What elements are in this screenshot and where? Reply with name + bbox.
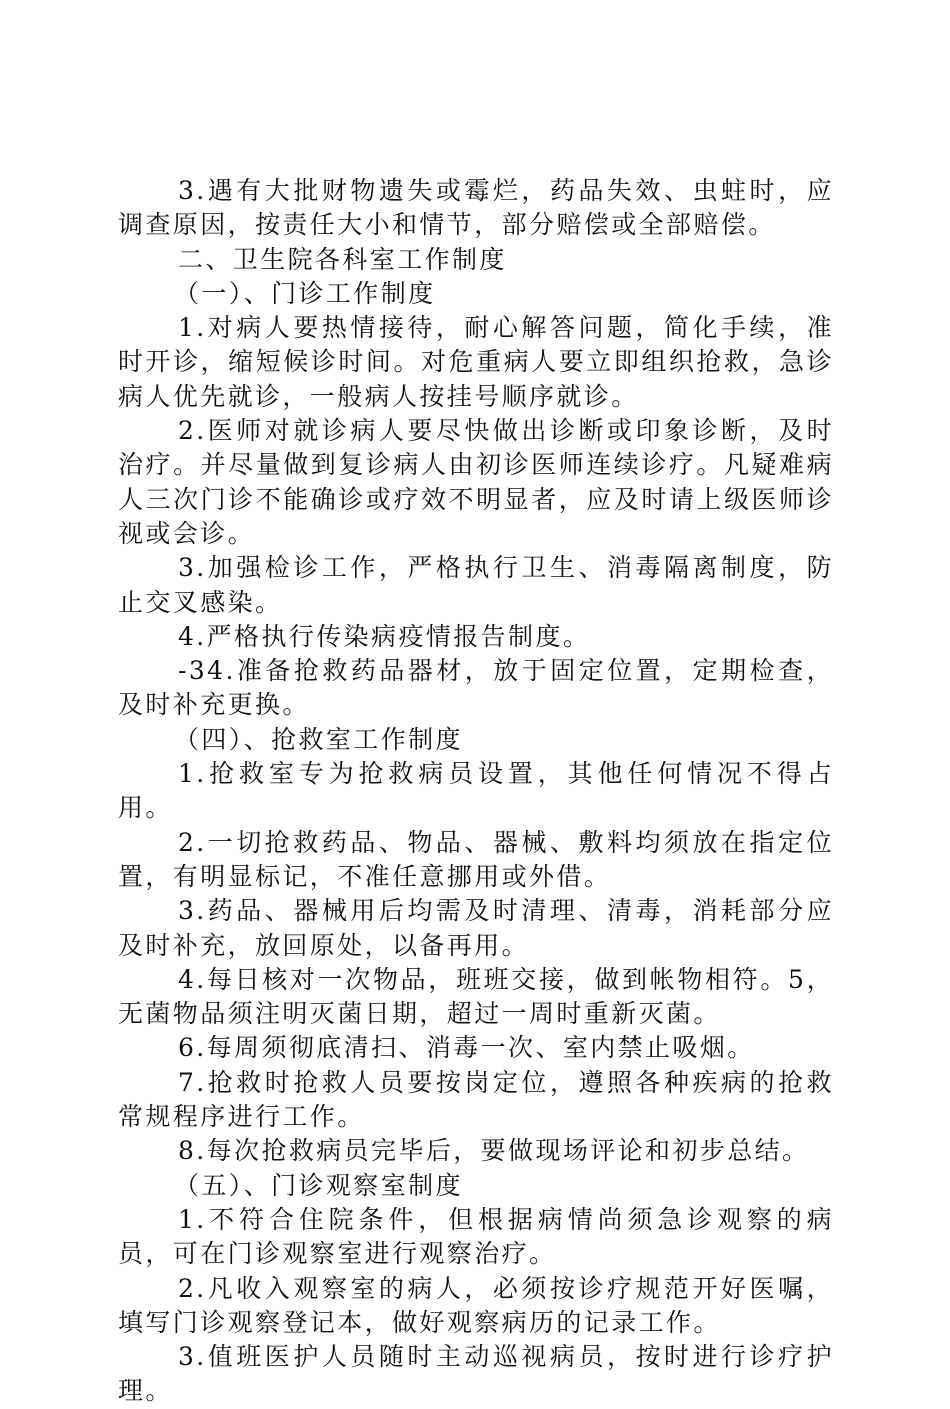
paragraph: 3.加强检诊工作，严格执行卫生、消毒隔离制度，防止交叉感染。 <box>118 553 834 617</box>
paragraph: -34.准备抢救药品器材，放于固定位置，定期检查，及时补充更换。 <box>118 656 834 720</box>
paragraph: 1.抢救室专为抢救病员设置，其他任何情况不得占用。 <box>118 759 834 823</box>
subsection-heading: （五）、门诊观察室制度 <box>174 1170 463 1200</box>
paragraph: 2.一切抢救药品、物品、器械、敷料均须放在指定位置，有明显标记，不准任意挪用或外借。 <box>118 827 834 891</box>
paragraph: 3.遇有大批财物遗失或霉烂，药品失效、虫蛀时，应调查原因，按责任大小和情节，部分赔偿或全部赔偿。 <box>118 176 834 240</box>
paragraph: 4.每日核对一次物品，班班交接，做到帐物相符。5，无菌物品须注明灭菌日期，超过一周时重新灭菌。 <box>118 964 834 1029</box>
subsection-heading: （四）、抢救室工作制度 <box>174 724 463 754</box>
paragraph: 7.抢救时抢救人员要按岗定位，遵照各种疾病的抢救常规程序进行工作。 <box>118 1067 834 1132</box>
paragraph: 4.严格执行传染病疫情报告制度。 <box>178 621 591 651</box>
section-heading: 二、卫生院各科室工作制度 <box>178 244 507 274</box>
paragraph: 2.医师对就诊病人要尽快做出诊断或印象诊断，及时治疗。并尽量做到复诊病人由初诊医师连续诊疗。凡疑难病人三次门诊不能确诊或疗效不明显者，应及时请上级医师诊视或会诊。 <box>118 416 834 548</box>
paragraph: 2.凡收入观察室的病人，必须按诊疗规范开好医嘱，填写门诊观察登记本，做好观察病历的记录工作。 <box>118 1273 834 1337</box>
subsection-heading: （一）、门诊工作制度 <box>174 278 436 308</box>
document-body <box>118 174 834 1409</box>
paragraph: 8.每次抢救病员完毕后，要做现场评论和初步总结。 <box>178 1136 810 1166</box>
paragraph: 3.药品、器械用后均需及时清理、清毒，消耗部分应及时补充，放回原处，以备再用。 <box>118 896 834 960</box>
paragraph: 1.不符合住院条件，但根据病情尚须急诊观察的病员，可在门诊观察室进行观察治疗。 <box>118 1204 834 1269</box>
paragraph: 6.每周须彻底清扫、消毒一次、室内禁止吸烟。 <box>178 1033 755 1063</box>
paragraph: 1.对病人要热情接待，耐心解答问题，简化手续，准时开诊，缩短候诊时间。对危重病人要立即组织抢救，急诊病人优先就诊，一般病人按挂号顺序就诊。 <box>118 313 834 411</box>
paragraph: 3.值班医护人员随时主动巡视病员，按时进行诊疗护理。 <box>118 1342 834 1406</box>
